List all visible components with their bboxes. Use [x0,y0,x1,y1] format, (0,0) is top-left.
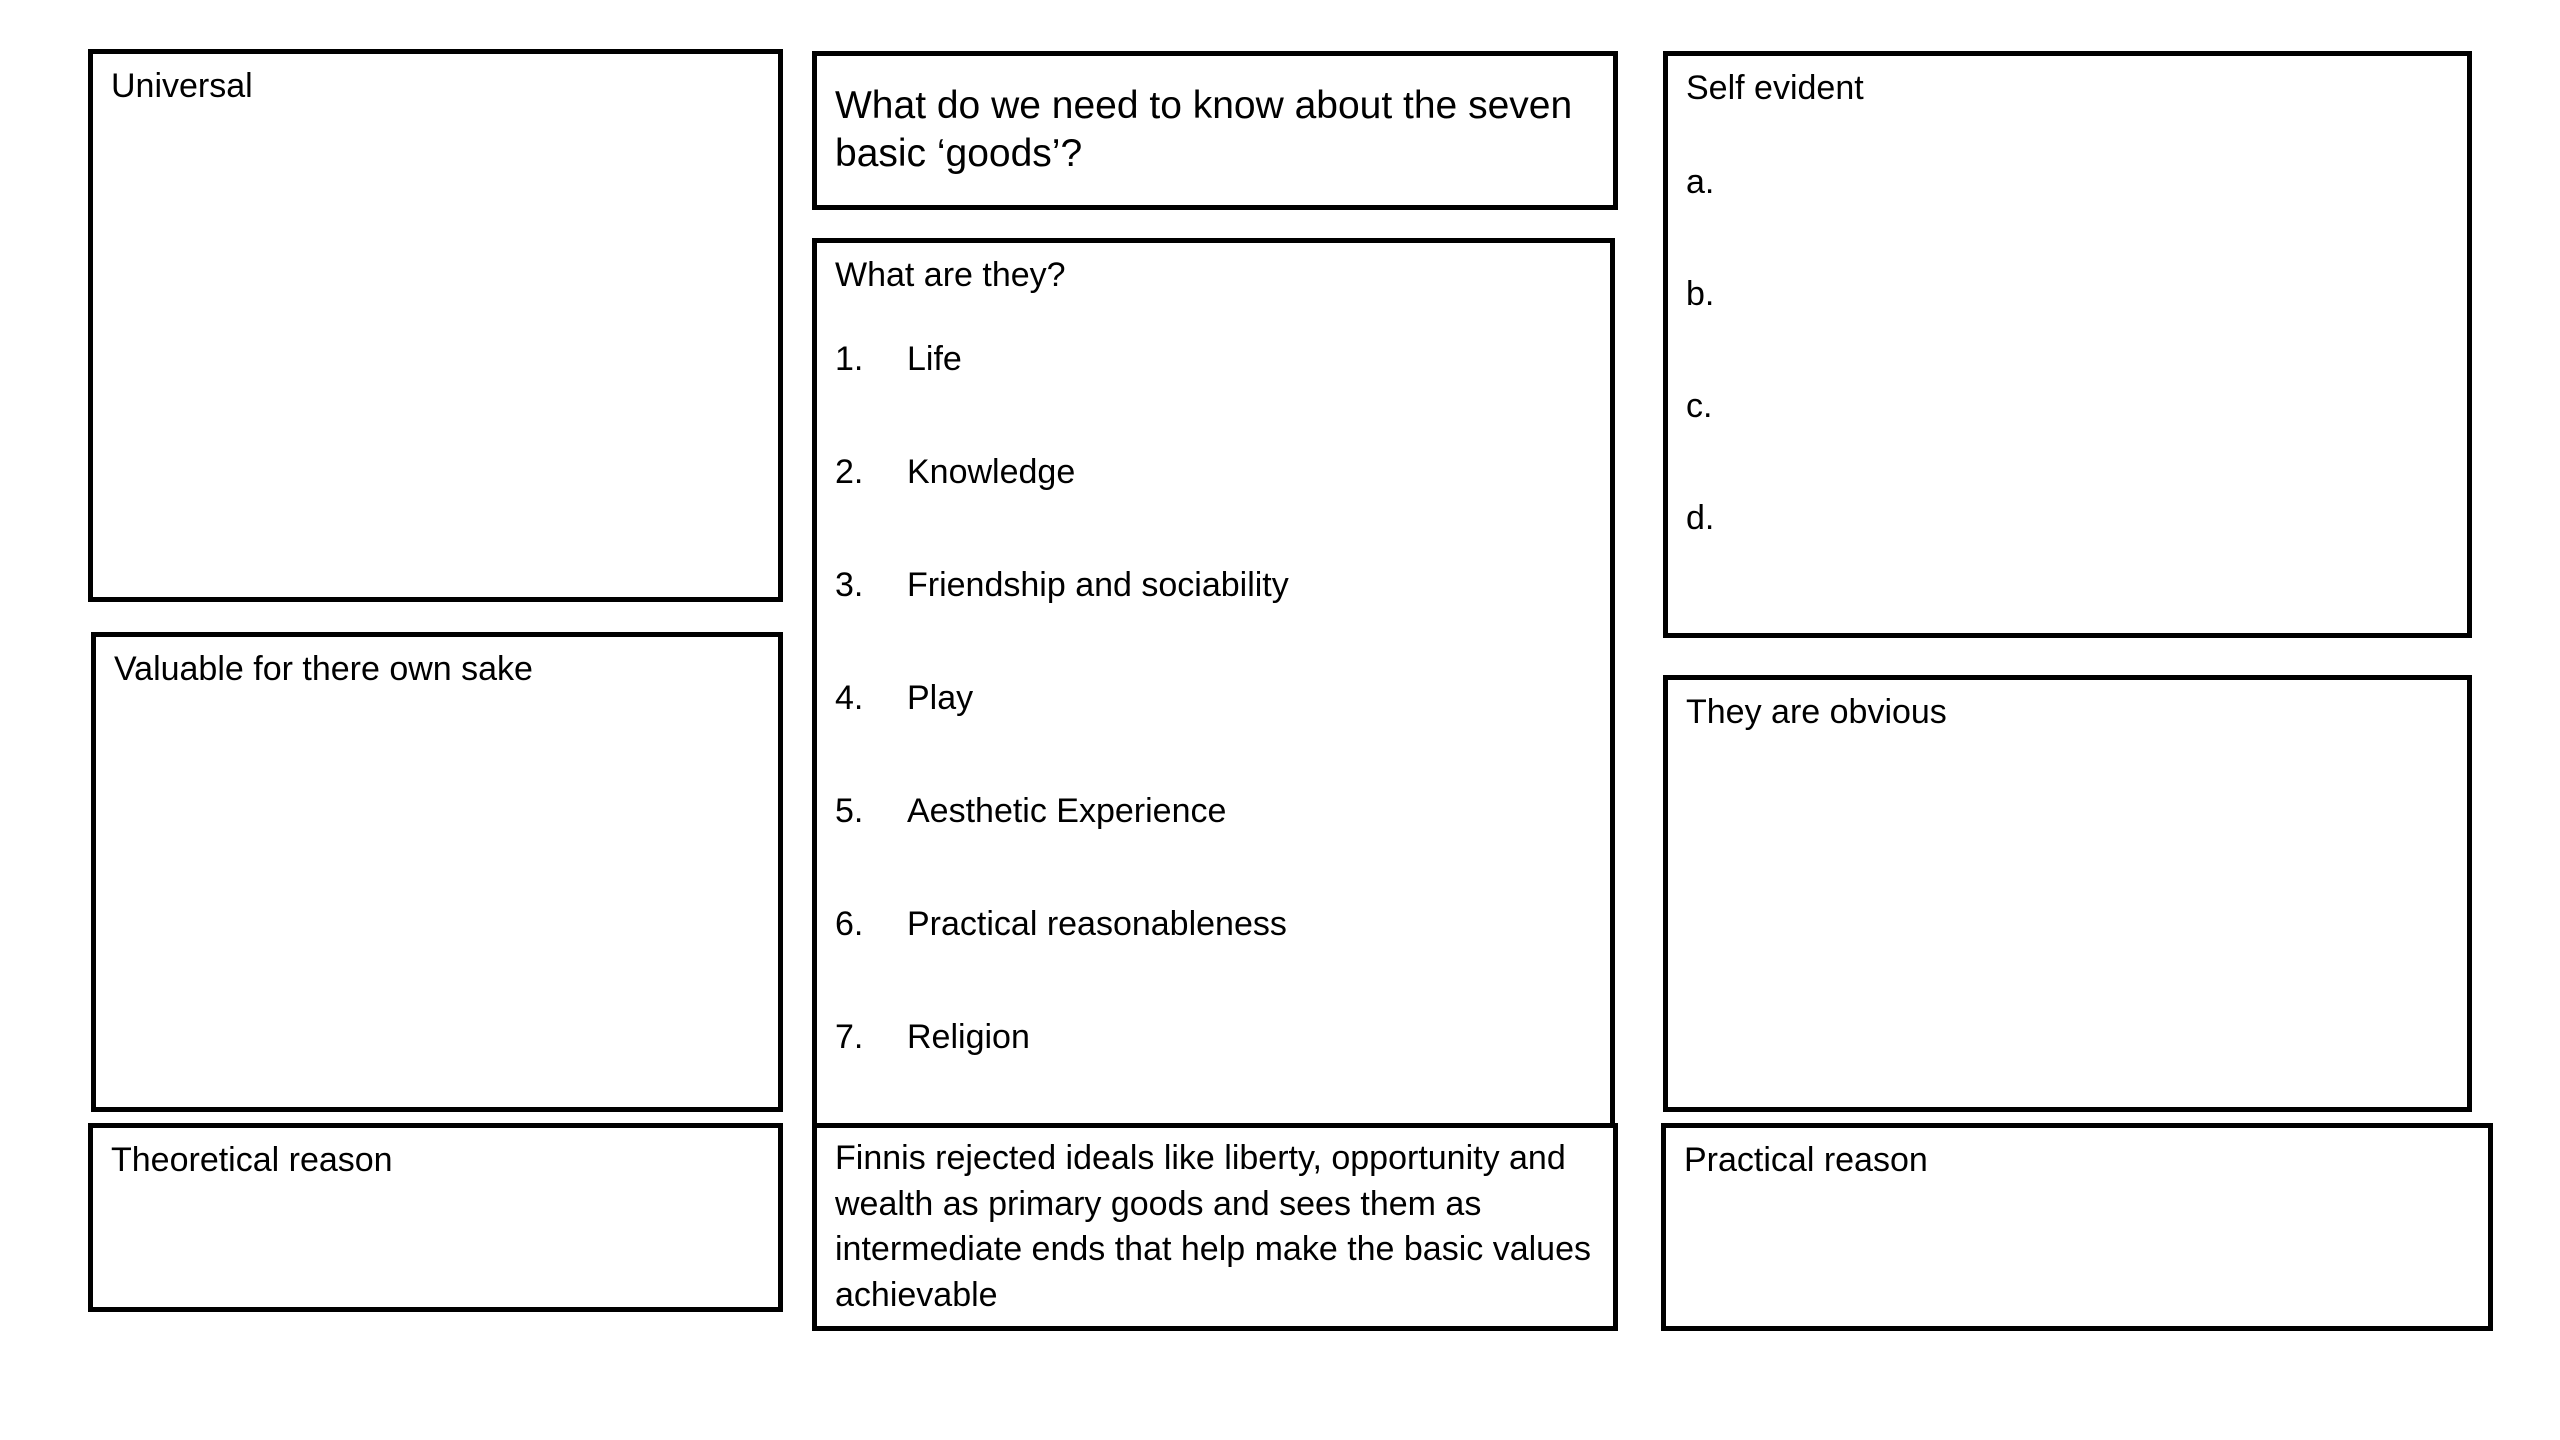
list-item: d. [1686,498,1715,537]
self-evident-list [1686,160,2449,608]
theoretical-reason-box [88,1123,783,1312]
list-item: 6. Practical reasonableness [835,904,1287,943]
goods-list [835,337,1592,1128]
universal-label: Universal [111,67,253,105]
goods-list-box [812,238,1615,1128]
practical-reason-label: Practical reason [1684,1141,1928,1179]
obvious-label: They are obvious [1686,693,1947,731]
valuable-box [91,632,783,1112]
obvious-box [1663,675,2472,1112]
self-evident-label: Self evident [1686,69,1864,107]
page-title: What do we need to know about the seven basic ‘goods’? [835,84,1573,175]
finnis-note: Finnis rejected ideals like liberty, opportunity and wealth as primary goods and sees them as intermediate ends that help make the basic values achievable [835,1139,1592,1314]
list-item: c. [1686,386,1713,425]
list-item: 5. Aesthetic Experience [835,791,1227,830]
list-item: 4. Play [835,678,974,717]
list-item: b. [1686,274,1715,313]
list-item: 3. Friendship and sociability [835,565,1289,604]
list-item: 2. Knowledge [835,452,1076,491]
list-item: 7. Religion [835,1017,1030,1056]
title-box [812,51,1618,210]
universal-box [88,49,783,602]
valuable-label: Valuable for there own sake [114,650,533,688]
practical-reason-box [1661,1123,2493,1331]
theoretical-reason-label: Theoretical reason [111,1141,393,1179]
what-are-they-label: What are they? [835,256,1066,294]
list-item: 1. Life [835,339,962,378]
self-evident-box [1663,51,2472,638]
finnis-note-box [812,1123,1618,1331]
list-item: a. [1686,162,1715,201]
